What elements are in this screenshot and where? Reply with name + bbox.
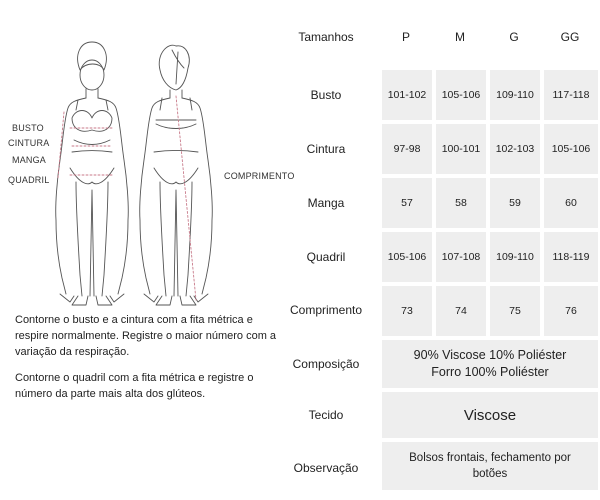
row-label-observacao: Observação — [293, 461, 359, 475]
cell-tecido: Viscose — [382, 392, 598, 438]
cell-quadril-p: 105-106 — [382, 232, 432, 282]
row-label-busto: Busto — [310, 88, 342, 102]
cell-manga-m: 58 — [436, 178, 486, 228]
cell-busto-g: 109-110 — [490, 70, 540, 120]
measurement-figure — [0, 0, 300, 320]
cell-comprimento-m: 74 — [436, 286, 486, 336]
measurement-notes — [15, 312, 280, 412]
cell-cintura-g: 102-103 — [490, 124, 540, 174]
label-comprimento: COMPRIMENTO — [224, 171, 295, 181]
cell-busto-p: 101-102 — [382, 70, 432, 120]
label-manga: MANGA — [12, 155, 47, 165]
row-label-composicao: Composição — [292, 357, 360, 371]
cell-composicao — [382, 340, 598, 388]
col-header-gg: GG — [560, 30, 580, 44]
label-busto: BUSTO — [12, 123, 44, 133]
cell-cintura-gg: 105-106 — [544, 124, 598, 174]
cell-manga-p: 57 — [382, 178, 432, 228]
cell-observacao: Bolsos frontais, fechamento por botões — [382, 442, 598, 490]
composicao-line-2: Forro 100% Poliéster — [431, 365, 549, 379]
cell-manga-g: 59 — [490, 178, 540, 228]
col-header-p: P — [401, 30, 410, 44]
cell-comprimento-p: 73 — [382, 286, 432, 336]
row-label-cintura: Cintura — [306, 142, 346, 156]
cell-busto-gg: 117-118 — [544, 70, 598, 120]
cell-busto-m: 105-106 — [436, 70, 486, 120]
label-quadril: QUADRIL — [8, 175, 50, 185]
cell-quadril-m: 107-108 — [436, 232, 486, 282]
header-tamanhos: Tamanhos — [298, 30, 354, 44]
row-label-quadril: Quadril — [306, 250, 346, 264]
col-header-m: M — [455, 30, 465, 44]
label-cintura: CINTURA — [8, 138, 50, 148]
note-busto-cintura: Contorne o busto e a cintura com a fita métrica e respire normalmente. Registre o maior número com a variação da respiração. — [15, 314, 277, 358]
cell-manga-gg: 60 — [544, 178, 598, 228]
cell-cintura-m: 100-101 — [436, 124, 486, 174]
row-label-manga: Manga — [307, 196, 345, 210]
row-label-comprimento: Comprimento — [289, 303, 363, 317]
cell-cintura-p: 97-98 — [382, 124, 432, 174]
size-table — [282, 0, 600, 500]
cell-quadril-gg: 118-119 — [544, 232, 598, 282]
composicao-line-1: 90% Viscose 10% Poliéster — [413, 348, 567, 362]
row-label-tecido: Tecido — [308, 408, 344, 422]
note-quadril: Contorne o quadril com a fita métrica e registre o número da parte mais alta dos glúteos. — [15, 372, 254, 400]
cell-comprimento-gg: 76 — [544, 286, 598, 336]
col-header-g: G — [509, 30, 519, 44]
cell-comprimento-g: 75 — [490, 286, 540, 336]
cell-quadril-g: 109-110 — [490, 232, 540, 282]
